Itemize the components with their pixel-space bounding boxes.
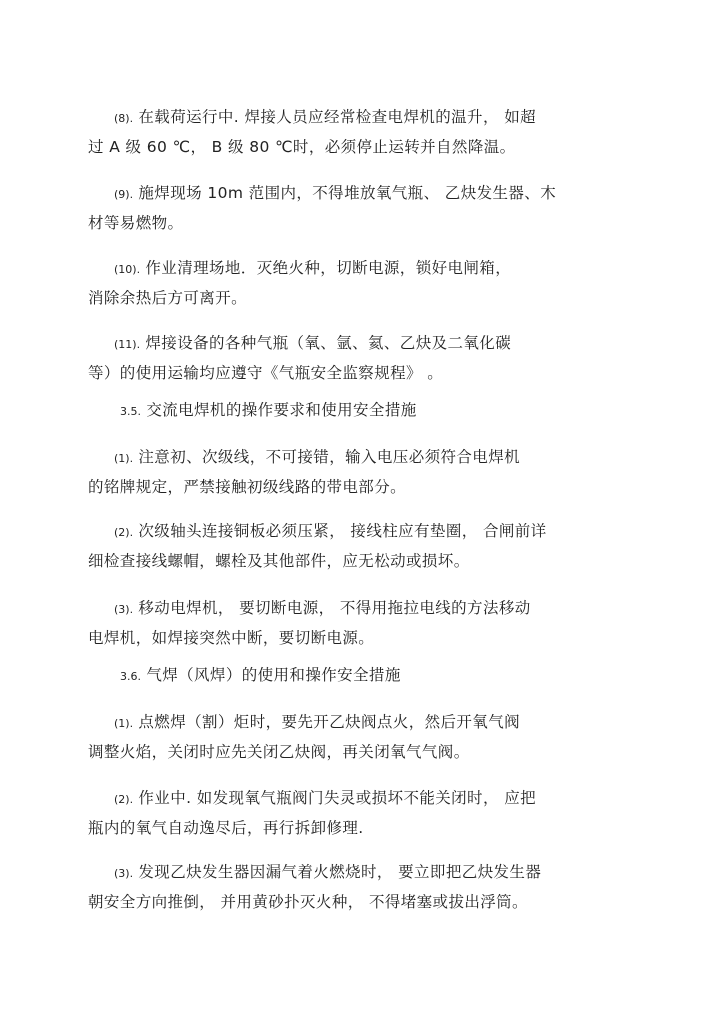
paragraph-text: 电焊机，如焊接突然中断，要切断电源。 xyxy=(88,629,375,647)
paragraph-3-5-1 xyxy=(88,442,608,502)
paragraph-text: 朝安全方向推倒， 并用黄砂扑灭火种， 不得堵塞或拔出浮筒。 xyxy=(88,893,528,911)
paragraph-text: 移动电焊机， 要切断电源， 不得用拖拉电线的方法移动 xyxy=(133,599,531,617)
paragraph-11 xyxy=(88,328,608,388)
paragraph-line xyxy=(88,328,608,358)
paragraph-text: 施焊现场 10m 范围内，不得堆放氧气瓶、 乙炔发生器、木 xyxy=(133,184,557,202)
paragraph-9 xyxy=(88,178,608,238)
paragraph-text: 消除余热后方可离开。 xyxy=(88,289,248,307)
paragraph-3-6-1 xyxy=(88,707,608,767)
paragraph-text: 瓶内的氧气自动逸尽后，再行拆卸修理. xyxy=(88,819,364,837)
paragraph-line xyxy=(88,253,608,283)
paragraph-3-6-3 xyxy=(88,857,608,917)
paragraph-line xyxy=(88,442,608,472)
section-heading-3-5 xyxy=(120,395,417,427)
paragraph-text: 作业清理场地．灭绝火种，切断电源，锁好电闸箱， xyxy=(140,259,512,277)
paragraph-text: 调整火焰，关闭时应先关闭乙炔阀，再关闭氧气气阀。 xyxy=(88,743,470,761)
section-number: 3.6. xyxy=(120,670,141,683)
item-number: (2). xyxy=(114,526,134,539)
section-title: 交流电焊机的操作要求和使用安全措施 xyxy=(141,401,417,419)
paragraph-text: 在载荷运行中. 焊接人员应经常检查电焊机的温升， 如超 xyxy=(133,108,536,126)
item-number: (3). xyxy=(114,603,134,616)
paragraph-line xyxy=(88,178,608,208)
paragraph-3-5-3 xyxy=(88,593,608,653)
paragraph-text: 等）的使用运输均应遵守《气瓶安全监察规程》 。 xyxy=(88,364,444,382)
paragraph-10 xyxy=(88,253,608,313)
item-number: (11). xyxy=(114,338,141,351)
paragraph-3-5-2 xyxy=(88,516,608,576)
paragraph-text: 的铭牌规定，严禁接触初级线路的带电部分。 xyxy=(88,478,407,496)
paragraph-text: 过 A 级 60 ℃， B 级 80 ℃时，必须停止运转并自然降温。 xyxy=(88,138,516,156)
paragraph-text: 材等易燃物。 xyxy=(88,214,184,232)
paragraph-text: 点燃焊（割）炬时，要先开乙炔阀点火，然后开氧气阀 xyxy=(133,713,521,731)
paragraph-text: 作业中. 如发现氧气瓶阀门失灵或损坏不能关闭时， 应把 xyxy=(133,789,536,807)
item-number: (8). xyxy=(114,112,134,125)
item-number: (9). xyxy=(114,188,134,201)
paragraph-text: 发现乙炔发生器因漏气着火燃烧时， 要立即把乙炔发生器 xyxy=(133,863,542,881)
paragraph-line xyxy=(88,707,608,737)
paragraph-text: 焊接设备的各种气瓶（氧、氩、氦、乙炔及二氧化碳 xyxy=(140,334,512,352)
paragraph-line xyxy=(88,593,608,623)
section-title: 气焊（风焊）的使用和操作安全措施 xyxy=(141,666,401,684)
item-number: (1). xyxy=(114,717,134,730)
paragraph-8 xyxy=(88,102,608,162)
section-number: 3.5. xyxy=(120,405,141,418)
paragraph-text: 注意初、次级线，不可接错，输入电压必须符合电焊机 xyxy=(133,448,521,466)
paragraph-text: 次级轴头连接铜板必须压紧， 接线柱应有垫圈， 合闸前详 xyxy=(133,522,547,540)
paragraph-line xyxy=(88,857,608,887)
item-number: (3). xyxy=(114,867,134,880)
paragraph-text: 细检查接线螺帽，螺栓及其他部件，应无松动或损坏。 xyxy=(88,552,470,570)
item-number: (1). xyxy=(114,452,134,465)
paragraph-3-6-2 xyxy=(88,783,608,843)
item-number: (10). xyxy=(114,263,141,276)
paragraph-line xyxy=(88,516,608,546)
paragraph-line xyxy=(88,102,608,132)
paragraph-line xyxy=(88,783,608,813)
item-number: (2). xyxy=(114,793,134,806)
section-heading-3-6 xyxy=(120,660,401,692)
